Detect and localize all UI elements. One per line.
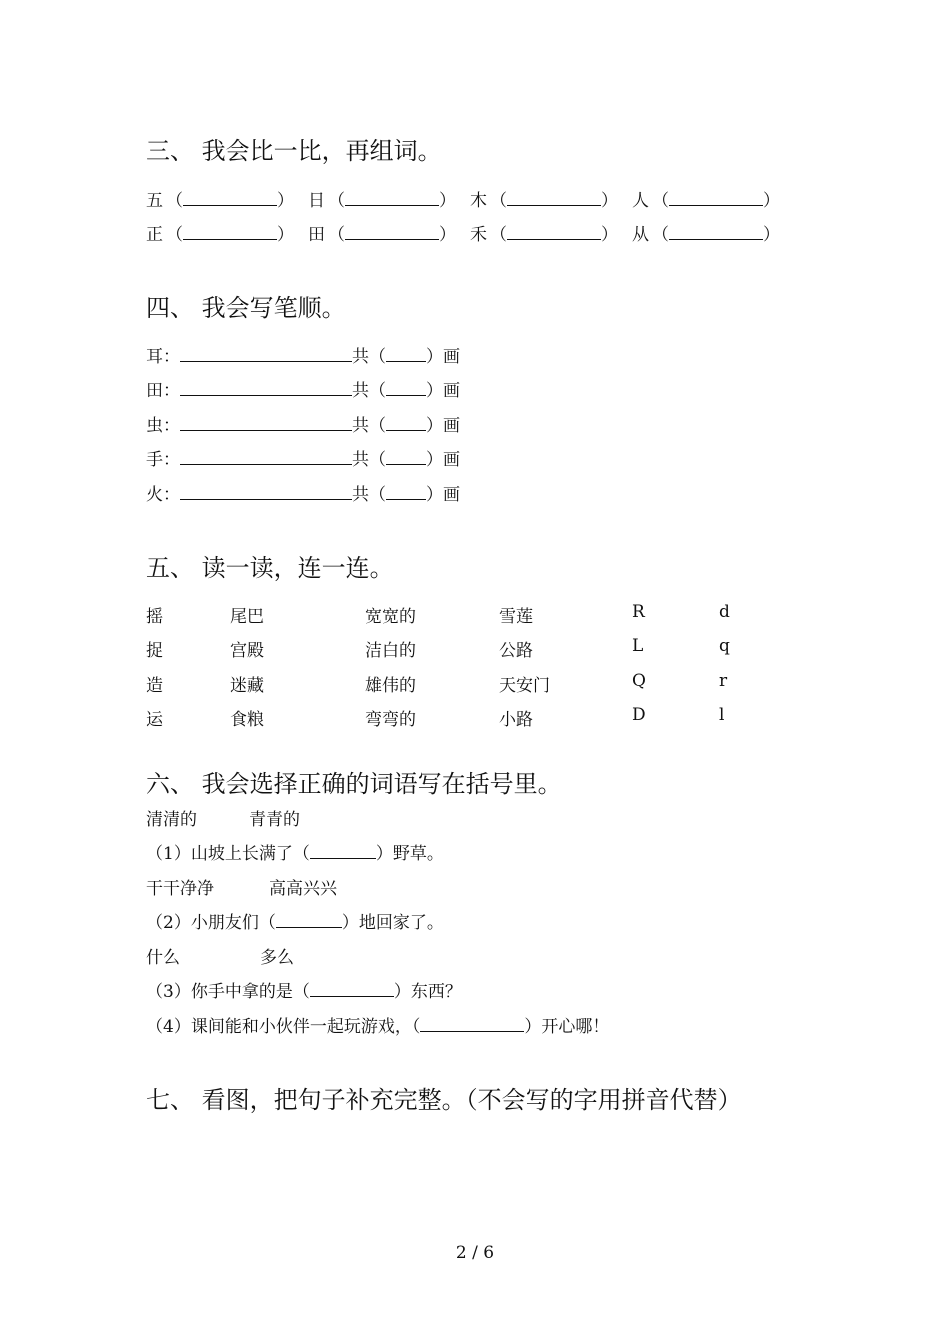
section-4-title: 四、 我会写笔顺。: [146, 294, 346, 322]
section-5-title: 五、 读一读，连一连。: [146, 554, 394, 582]
word-choice: 清清的: [146, 810, 197, 830]
match-item: r: [719, 671, 728, 691]
compare-char: 五: [146, 191, 163, 211]
match-item: 弯弯的: [365, 710, 416, 730]
word-choice: 高高兴兴: [269, 879, 337, 899]
match-item: 捉: [146, 641, 163, 661]
stroke-row: 手： 共（ ）画: [146, 450, 460, 470]
match-item: 雄伟的: [365, 676, 416, 696]
match-item: q: [719, 636, 730, 656]
match-item: 宽宽的: [365, 607, 416, 627]
match-item: 公路: [499, 641, 533, 661]
compare-char: 田: [308, 225, 325, 245]
word-choice: 多么: [260, 948, 294, 968]
fill-question-4: （4）课间能和小伙伴一起玩游戏，（ ）开心哪！: [146, 1017, 610, 1037]
page-number: 2 / 6: [455, 1243, 495, 1263]
stroke-row: 田： 共（ ）画: [146, 381, 460, 401]
match-item: R: [632, 602, 645, 622]
compare-char: 正: [146, 225, 163, 245]
match-item: Q: [632, 671, 646, 691]
match-item: 天安门: [499, 676, 550, 696]
match-item: l: [719, 705, 725, 725]
match-item: 迷藏: [230, 676, 264, 696]
match-item: 宫殿: [230, 641, 264, 661]
match-item: 尾巴: [230, 607, 264, 627]
fill-question-1: （1）山坡上长满了（ ）野草。: [146, 844, 444, 864]
section-3-title: 三、 我会比一比，再组词。: [146, 137, 442, 165]
word-choice: 干干净净: [146, 879, 214, 899]
match-item: D: [632, 705, 646, 725]
compare-char: 日: [308, 191, 325, 211]
stroke-row: 耳： 共（ ）画: [146, 347, 460, 367]
match-item: 运: [146, 710, 163, 730]
fill-question-2: （2）小朋友们（ ）地回家了。: [146, 913, 444, 933]
section-6-title: 六、 我会选择正确的词语写在括号里。: [146, 770, 562, 798]
stroke-row: 虫： 共（ ）画: [146, 416, 460, 436]
match-item: 摇: [146, 607, 163, 627]
stroke-row: 火： 共（ ）画: [146, 485, 460, 505]
compare-char: 木: [470, 191, 487, 211]
match-item: 造: [146, 676, 163, 696]
match-item: 洁白的: [365, 641, 416, 661]
compare-char: 人: [632, 191, 649, 211]
word-choice: 什么: [146, 948, 180, 968]
compare-char: 禾: [470, 225, 487, 245]
fill-question-3: （3）你手中拿的是（ ）东西？: [146, 982, 462, 1002]
word-choice: 青青的: [249, 810, 300, 830]
compare-char: 从: [632, 225, 649, 245]
match-item: 雪莲: [499, 607, 533, 627]
match-item: d: [719, 602, 730, 622]
section-7-title: 七、 看图，把句子补充完整。（不会写的字用拼音代替）: [146, 1086, 742, 1114]
match-item: 食粮: [230, 710, 264, 730]
match-item: 小路: [499, 710, 533, 730]
match-item: L: [632, 636, 644, 656]
